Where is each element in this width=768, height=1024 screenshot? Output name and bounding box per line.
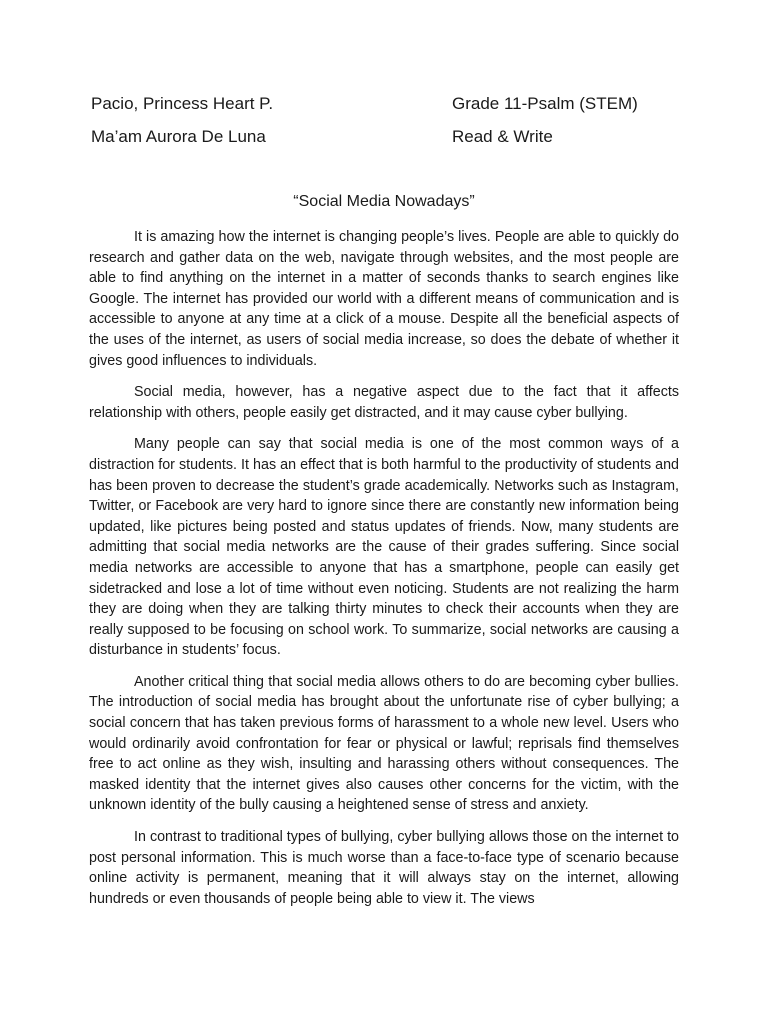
teacher-name: Ma’am Aurora De Luna bbox=[91, 127, 266, 146]
essay-title: “Social Media Nowadays” bbox=[293, 193, 475, 210]
grade-section: Grade 11-Psalm (STEM) bbox=[452, 94, 638, 113]
paragraph-2: Social media, however, has a negative aspect due to the fact that it affects relationship with others, people easily get distracted, and it may cause cyber bullying. bbox=[89, 384, 679, 421]
subject-name: Read & Write bbox=[452, 127, 553, 146]
paragraph-3: Many people can say that social media is one of the most common ways of a distraction for students. It has an effect that is both harmful to the productivity of students and has been proven to decrease the student’s grade academically. Networks such as Instagram, Twitter, or Facebook are very hard to ignore since there are constantly new information being updated, like pictures being posted and status updates of friends. Now, many students are admitting that social media networks are the cause of their grades suffering. Since social media networks are accessible to anyone that has a smartphone, people can easily get sidetracked and lose a lot of time without even noticing. Students are not realizing the harm they are doing when they are talking thirty minutes to check their accounts when they are really supposed to be focusing on school work. To summarize, social networks are causing a disturbance in students’ focus. bbox=[89, 436, 679, 659]
student-name: Pacio, Princess Heart P. bbox=[91, 94, 274, 113]
paragraph-4: Another critical thing that social media allows others to do are becoming cyber bullies. The introduction of social media has brought about the unfortunate rise of cyber bullying; a social concern that has taken previous forms of harassment to a whole new level. Users who would ordinarily avoid confrontation for fear or physical or lawful; reprisals find themselves free to act online as they wish, insulting and harassing others without consequences. The masked identity that the internet gives also causes other concerns for the victim, with the unknown identity of the bully causing a heightened sense of stress and anxiety. bbox=[89, 673, 679, 814]
paragraph-5: In contrast to traditional types of bullying, cyber bullying allows those on the internet to post personal information. This is much worse than a face-to-face type of scenario because online activity is permanent, meaning that it will always stay on the internet, allowing hundreds or even thousands of people being able to view it. The views bbox=[89, 829, 679, 907]
paragraph-1: It is amazing how the internet is changing people’s lives. People are able to quickly do research and gather data on the web, navigate through websites, and the most people are able to find anything on the internet in a matter of seconds thanks to search engines like Google. The internet has provided our world with a different means of communication and is accessible to anyone at any time at a click of a mouse. Despite all the beneficial aspects of the uses of the internet, as users of social media increase, so does the debate of whether it gives good influences to individuals. bbox=[89, 229, 679, 369]
essay-body bbox=[89, 227, 679, 920]
